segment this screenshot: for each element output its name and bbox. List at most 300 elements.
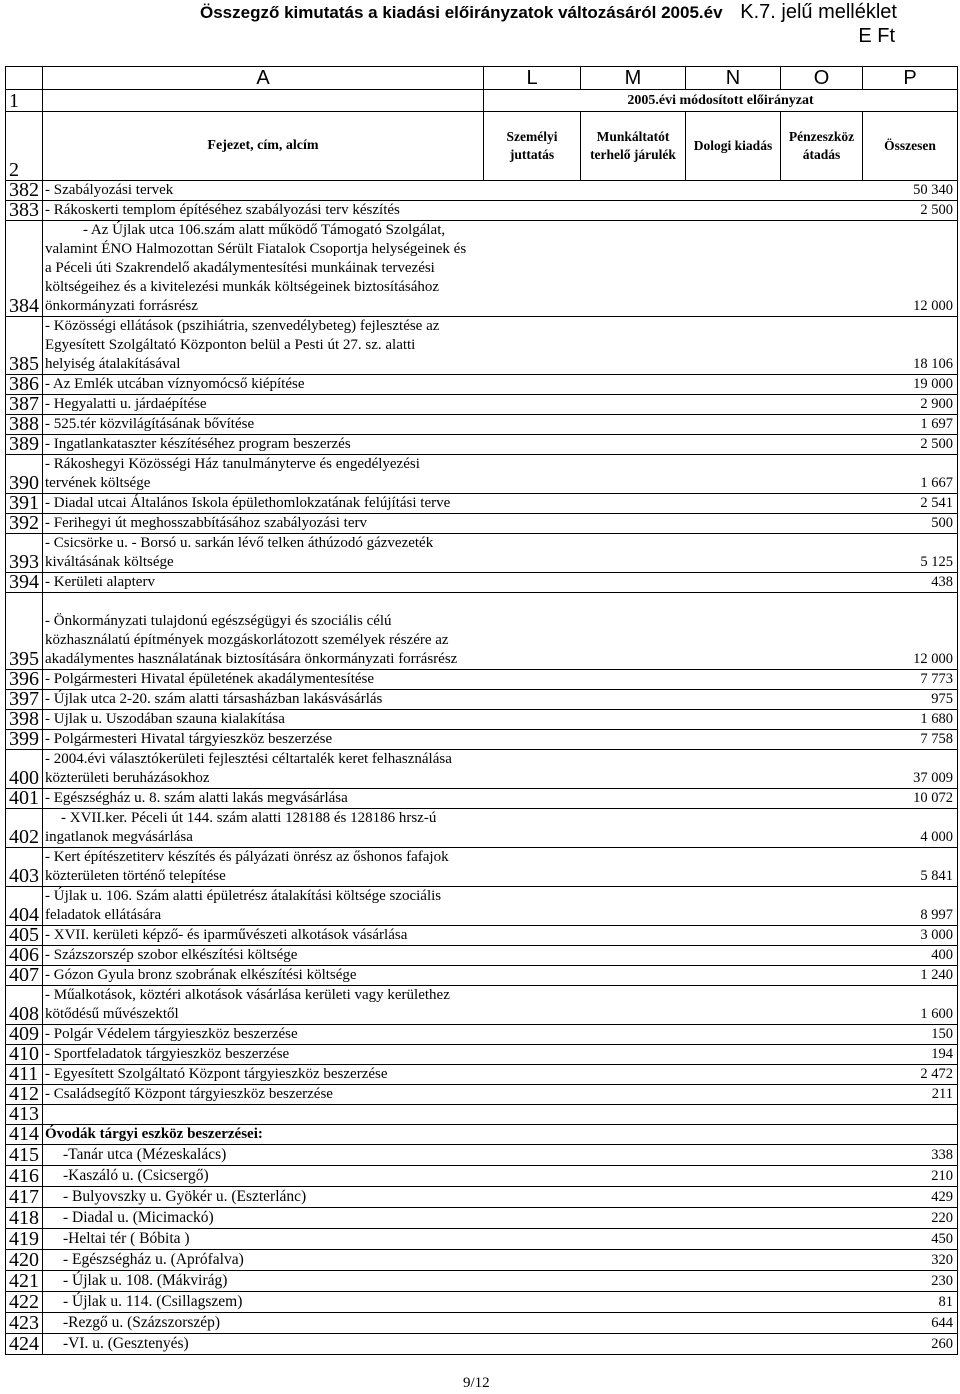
kindergarten-name: - Egészségház u. (Aprófalva) — [43, 1250, 484, 1271]
column-m-cell — [581, 730, 686, 750]
column-o-cell — [781, 375, 863, 395]
column-m-cell — [581, 670, 686, 690]
column-m-cell — [581, 435, 686, 455]
description-line: kiváltásának költsége — [45, 554, 174, 570]
row-description — [43, 730, 484, 750]
column-l-cell — [484, 789, 581, 809]
row-description — [43, 789, 484, 809]
column-m-cell — [581, 690, 686, 710]
column-n-cell — [686, 670, 781, 690]
header-row-1 — [6, 90, 958, 112]
row-total: 2 500 — [863, 435, 958, 455]
table-row — [6, 455, 958, 494]
column-l-cell — [484, 809, 581, 848]
column-n-cell — [686, 1334, 781, 1355]
description-line: - Műalkotások, köztéri alkotások vásárlása kerületi vagy kerülethez — [45, 987, 450, 1003]
row-number: 396 — [6, 670, 43, 690]
column-l-cell — [484, 1025, 581, 1045]
header-row-2 — [6, 112, 958, 181]
table-row — [6, 986, 958, 1025]
kindergarten-row — [6, 1187, 958, 1208]
corner-cell — [6, 67, 43, 90]
column-l-cell — [484, 1045, 581, 1065]
column-m-cell — [581, 926, 686, 946]
description-line: - Családsegítő Központ tárgyieszköz beszerzése — [45, 1086, 333, 1102]
row-total: 1 697 — [863, 415, 958, 435]
kindergarten-name: -Heltai tér ( Bóbita ) — [43, 1229, 484, 1250]
row-description — [43, 710, 484, 730]
row-description — [43, 455, 484, 494]
description-line: - Polgár Védelem tárgyieszköz beszerzése — [45, 1026, 298, 1042]
row-total: 1 240 — [863, 966, 958, 986]
row-total: 2 900 — [863, 395, 958, 415]
row-number: 415 — [6, 1145, 43, 1166]
row-total: 10 072 — [863, 789, 958, 809]
row-description — [43, 1065, 484, 1085]
row-total: 1 600 — [863, 986, 958, 1025]
row-number: 408 — [6, 986, 43, 1025]
table-row — [6, 375, 958, 395]
row-description — [43, 986, 484, 1025]
column-o-cell — [781, 1025, 863, 1045]
column-m-cell — [581, 375, 686, 395]
row-description — [43, 946, 484, 966]
column-m-cell — [581, 789, 686, 809]
annex-label: K.7. jelű melléklet — [740, 1, 897, 23]
column-l-cell — [484, 848, 581, 887]
column-o-cell — [781, 1125, 863, 1145]
column-n-cell — [686, 750, 781, 789]
column-letter-o: O — [781, 67, 863, 90]
row-number: 398 — [6, 710, 43, 730]
column-letter-n: N — [686, 67, 781, 90]
column-l-cell — [484, 670, 581, 690]
column-n-cell — [686, 1292, 781, 1313]
description-line: - Kerületi alapterv — [45, 574, 155, 590]
row-description — [43, 534, 484, 573]
column-header-material-expenses: Dologi kiadás — [686, 112, 781, 181]
column-n-cell — [686, 1313, 781, 1334]
table-row — [6, 1065, 958, 1085]
description-line: - Szabályozási tervek — [45, 182, 174, 198]
kindergarten-row — [6, 1334, 958, 1355]
column-m-cell — [581, 534, 686, 573]
description-line: - Ujlak u. Uszodában szauna kialakítása — [45, 711, 285, 727]
row-total: 4 000 — [863, 809, 958, 848]
column-o-cell — [781, 1187, 863, 1208]
column-m-cell — [581, 221, 686, 317]
row-number: 410 — [6, 1045, 43, 1065]
column-m-cell — [581, 1187, 686, 1208]
column-o-cell — [781, 926, 863, 946]
column-l-cell — [484, 1250, 581, 1271]
row-number: 385 — [6, 317, 43, 375]
column-o-cell — [781, 710, 863, 730]
column-n-cell — [686, 317, 781, 375]
table-row — [6, 946, 958, 966]
row-description — [43, 1105, 484, 1125]
row-total: 230 — [863, 1271, 958, 1292]
column-o-cell — [781, 455, 863, 494]
column-m-cell — [581, 1292, 686, 1313]
column-n-cell — [686, 1145, 781, 1166]
row-description — [43, 375, 484, 395]
description-line: ingatlanok megvásárlása — [45, 829, 193, 845]
column-header-total: Összesen — [863, 112, 958, 181]
column-l-cell — [484, 1085, 581, 1105]
column-m-cell — [581, 887, 686, 926]
column-o-cell — [781, 1166, 863, 1187]
table-row — [6, 670, 958, 690]
kindergarten-name: -Rezgő u. (Százszorszép) — [43, 1313, 484, 1334]
document-title: Összegző kimutatás a kiadási előirányzatok változásáról 2005.év — [200, 3, 723, 22]
row-description — [43, 750, 484, 789]
column-o-cell — [781, 317, 863, 375]
column-n-cell — [686, 435, 781, 455]
kindergarten-row — [6, 1292, 958, 1313]
description-line: akadálymentes használatának biztosítására önkormányzati forrásrész — [45, 651, 458, 667]
row-total: 338 — [863, 1145, 958, 1166]
column-n-cell — [686, 455, 781, 494]
column-header-chapter: Fejezet, cím, alcím — [43, 112, 484, 181]
column-l-cell — [484, 375, 581, 395]
column-l-cell — [484, 690, 581, 710]
column-o-cell — [781, 494, 863, 514]
appropriation-table — [5, 66, 958, 1355]
column-l-cell — [484, 966, 581, 986]
row-total: 18 106 — [863, 317, 958, 375]
description-line: - Gózon Gyula bronz szobrának elkészítési költsége — [45, 967, 357, 983]
column-n-cell — [686, 730, 781, 750]
row-description — [43, 415, 484, 435]
table-row — [6, 221, 958, 317]
section-heading-row — [6, 1125, 958, 1145]
column-m-cell — [581, 514, 686, 534]
column-m-cell — [581, 1025, 686, 1045]
row-total: 975 — [863, 690, 958, 710]
column-o-cell — [781, 848, 863, 887]
column-l-cell — [484, 730, 581, 750]
row-total: 438 — [863, 573, 958, 593]
column-m-cell — [581, 1229, 686, 1250]
column-letter-a: A — [43, 67, 484, 90]
table-row — [6, 926, 958, 946]
column-m-cell — [581, 201, 686, 221]
column-l-cell — [484, 710, 581, 730]
column-m-cell — [581, 986, 686, 1025]
row-description — [43, 809, 484, 848]
row-total — [863, 1125, 958, 1145]
column-letter-p: P — [863, 67, 958, 90]
row-number: 2 — [6, 112, 43, 181]
column-m-cell — [581, 966, 686, 986]
row-number: 390 — [6, 455, 43, 494]
column-l-cell — [484, 415, 581, 435]
column-n-cell — [686, 1085, 781, 1105]
row-total: 400 — [863, 946, 958, 966]
row-number: 392 — [6, 514, 43, 534]
table-row — [6, 593, 958, 670]
column-n-cell — [686, 1125, 781, 1145]
description-line: önkormányzati forrásrész — [45, 298, 198, 314]
column-o-cell — [781, 887, 863, 926]
description-line: költségeihez és a kivitelezési munkák költségeinek biztosításához — [45, 279, 440, 295]
description-line: - Diadal utcai Általános Iskola épülethomlokzatának felújítási terve — [45, 495, 451, 511]
table-row — [6, 395, 958, 415]
column-l-cell — [484, 201, 581, 221]
row-number: 407 — [6, 966, 43, 986]
table-body — [6, 181, 958, 1355]
row-total: 260 — [863, 1334, 958, 1355]
column-m-cell — [581, 1045, 686, 1065]
description-line: - Rákoshegyi Közösségi Ház tanulmányterve és engedélyezési — [45, 456, 420, 472]
table-row — [6, 1085, 958, 1105]
row-description — [43, 435, 484, 455]
column-m-cell — [581, 1334, 686, 1355]
column-n-cell — [686, 375, 781, 395]
row-description — [43, 887, 484, 926]
column-o-cell — [781, 986, 863, 1025]
column-l-cell — [484, 946, 581, 966]
row-total: 12 000 — [863, 221, 958, 317]
row-number: 420 — [6, 1250, 43, 1271]
row-number: 416 — [6, 1166, 43, 1187]
column-n-cell — [686, 1025, 781, 1045]
column-n-cell — [686, 1229, 781, 1250]
row-number: 1 — [6, 90, 43, 112]
description-line: - Százszorszép szobor elkészítési költsége — [45, 947, 298, 963]
column-o-cell — [781, 1085, 863, 1105]
column-o-cell — [781, 750, 863, 789]
column-n-cell — [686, 573, 781, 593]
row-total: 3 000 — [863, 926, 958, 946]
description-line: - 525.tér közvilágításának bővítése — [45, 416, 255, 432]
row-number: 413 — [6, 1105, 43, 1125]
column-m-cell — [581, 1125, 686, 1145]
column-l-cell — [484, 1208, 581, 1229]
column-n-cell — [686, 395, 781, 415]
row-description — [43, 690, 484, 710]
kindergarten-row — [6, 1250, 958, 1271]
row-description — [43, 670, 484, 690]
row-description — [43, 848, 484, 887]
column-l-cell — [484, 534, 581, 573]
row-total: 5 841 — [863, 848, 958, 887]
column-m-cell — [581, 1250, 686, 1271]
row-description — [43, 494, 484, 514]
row-number: 389 — [6, 435, 43, 455]
column-header-personnel: Személyi juttatás — [484, 112, 581, 181]
column-n-cell — [686, 1065, 781, 1085]
description-line: - Az Újlak utca 106.szám alatt működő Támogató Szolgálat, — [83, 222, 446, 238]
table-row — [6, 435, 958, 455]
column-n-cell — [686, 926, 781, 946]
row-number: 404 — [6, 887, 43, 926]
column-n-cell — [686, 1271, 781, 1292]
table-row — [6, 534, 958, 573]
column-o-cell — [781, 690, 863, 710]
kindergarten-row — [6, 1229, 958, 1250]
description-line: - Ferihegyi út meghosszabbításához szabályozási terv — [45, 515, 367, 531]
row-number: 402 — [6, 809, 43, 848]
column-o-cell — [781, 593, 863, 670]
column-l-cell — [484, 926, 581, 946]
row-total: 320 — [863, 1250, 958, 1271]
column-l-cell — [484, 1145, 581, 1166]
row-number: 409 — [6, 1025, 43, 1045]
table-row — [6, 750, 958, 789]
column-n-cell — [686, 1105, 781, 1125]
column-l-cell — [484, 1166, 581, 1187]
row-total: 37 009 — [863, 750, 958, 789]
column-n-cell — [686, 809, 781, 848]
column-l-cell — [484, 1292, 581, 1313]
table-row — [6, 887, 958, 926]
column-o-cell — [781, 1334, 863, 1355]
row-number: 414 — [6, 1125, 43, 1145]
column-m-cell — [581, 710, 686, 730]
column-n-cell — [686, 1208, 781, 1229]
column-header-transfers: Pénzeszköz átadás — [781, 112, 863, 181]
description-line: Egyesített Szolgáltató Központon belül a Pesti út 27. sz. alatti — [45, 337, 416, 353]
row-total: 194 — [863, 1045, 958, 1065]
row-description — [43, 593, 484, 670]
row-number: 406 — [6, 946, 43, 966]
table-row — [6, 809, 958, 848]
table-row — [6, 1045, 958, 1065]
row-description — [43, 966, 484, 986]
column-m-cell — [581, 1065, 686, 1085]
column-l-cell — [484, 1065, 581, 1085]
row-number: 395 — [6, 593, 43, 670]
column-o-cell — [781, 1105, 863, 1125]
row-description — [43, 1085, 484, 1105]
table-row — [6, 201, 958, 221]
description-line: - XVII.ker. Péceli út 144. szám alatti 128188 és 128186 hrsz-ú — [61, 810, 437, 826]
row-description — [43, 317, 484, 375]
column-n-cell — [686, 1187, 781, 1208]
row-description — [43, 573, 484, 593]
row-number: 423 — [6, 1313, 43, 1334]
description-line: közterületen történő telepítése — [45, 868, 226, 884]
row-number: 394 — [6, 573, 43, 593]
description-line: - Rákoskerti templom építéséhez szabályozási terv készítés — [45, 202, 400, 218]
kindergarten-name: -Kaszáló u. (Csicsergő) — [43, 1166, 484, 1187]
row-number: 386 — [6, 375, 43, 395]
row-total: 12 000 — [863, 593, 958, 670]
column-l-cell — [484, 317, 581, 375]
column-l-cell — [484, 181, 581, 201]
row-total: 2 541 — [863, 494, 958, 514]
row-total: 7 773 — [863, 670, 958, 690]
table-row — [6, 514, 958, 534]
table-row — [6, 966, 958, 986]
description-line: - 2004.évi választókerületi fejlesztési céltartalék keret felhasználása — [45, 751, 452, 767]
column-letter-m: M — [581, 67, 686, 90]
row-number: 417 — [6, 1187, 43, 1208]
row-total: 8 997 — [863, 887, 958, 926]
column-l-cell — [484, 986, 581, 1025]
column-m-cell — [581, 1145, 686, 1166]
column-o-cell — [781, 181, 863, 201]
page-number: 9/12 — [463, 1375, 490, 1391]
column-m-cell — [581, 573, 686, 593]
table-row — [6, 1025, 958, 1045]
column-o-cell — [781, 435, 863, 455]
description-line: - Kert építészetiterv készítés és pályázati önrész az őshonos fafajok — [45, 849, 449, 865]
table-row — [6, 415, 958, 435]
column-m-cell — [581, 317, 686, 375]
column-o-cell — [781, 1208, 863, 1229]
column-o-cell — [781, 789, 863, 809]
description-line: - Közösségi ellátások (pszihiátria, szenvedélybeteg) fejlesztése az — [45, 318, 440, 334]
kindergarten-row — [6, 1313, 958, 1334]
kindergarten-name: -VI. u. (Gesztenyés) — [43, 1334, 484, 1355]
column-letter-l: L — [484, 67, 581, 90]
row-number: 399 — [6, 730, 43, 750]
table-row — [6, 848, 958, 887]
row-number: 411 — [6, 1065, 43, 1085]
table-row — [6, 494, 958, 514]
row-description — [43, 1025, 484, 1045]
row-total: 7 758 — [863, 730, 958, 750]
column-n-cell — [686, 1166, 781, 1187]
column-n-cell — [686, 1250, 781, 1271]
row-number: 397 — [6, 690, 43, 710]
row-total: 211 — [863, 1085, 958, 1105]
column-m-cell — [581, 395, 686, 415]
description-line: - Ingatlankataszter készítéséhez program beszerzés — [45, 436, 351, 452]
column-n-cell — [686, 710, 781, 730]
row-total: 50 340 — [863, 181, 958, 201]
column-o-cell — [781, 1145, 863, 1166]
description-line: - Hegyalatti u. járdaépítése — [45, 396, 207, 412]
table-row — [6, 730, 958, 750]
row-total: 644 — [863, 1313, 958, 1334]
column-m-cell — [581, 1166, 686, 1187]
row-number: 393 — [6, 534, 43, 573]
row-number: 401 — [6, 789, 43, 809]
description-line: - Polgármesteri Hivatal épületének akadálymentesítése — [45, 671, 375, 687]
column-n-cell — [686, 966, 781, 986]
column-o-cell — [781, 1313, 863, 1334]
row-total: 220 — [863, 1208, 958, 1229]
row-number: 418 — [6, 1208, 43, 1229]
row-total: 150 — [863, 1025, 958, 1045]
row-total: 1 680 — [863, 710, 958, 730]
column-m-cell — [581, 848, 686, 887]
column-m-cell — [581, 750, 686, 789]
unit-label: E Ft — [858, 25, 895, 47]
column-n-cell — [686, 887, 781, 926]
column-m-cell — [581, 494, 686, 514]
column-l-cell — [484, 1334, 581, 1355]
column-n-cell — [686, 534, 781, 573]
row-description — [43, 514, 484, 534]
row-total: 2 472 — [863, 1065, 958, 1085]
column-n-cell — [686, 690, 781, 710]
column-l-cell — [484, 1229, 581, 1250]
column-m-cell — [581, 946, 686, 966]
row-number: 421 — [6, 1271, 43, 1292]
table-row — [6, 317, 958, 375]
row-number: 391 — [6, 494, 43, 514]
row-description — [43, 221, 484, 317]
column-o-cell — [781, 1229, 863, 1250]
row-number: 419 — [6, 1229, 43, 1250]
description-line: a Péceli úti Szakrendelő akadálymentesítési munkáinak tervezési — [45, 260, 435, 276]
column-l-cell — [484, 593, 581, 670]
